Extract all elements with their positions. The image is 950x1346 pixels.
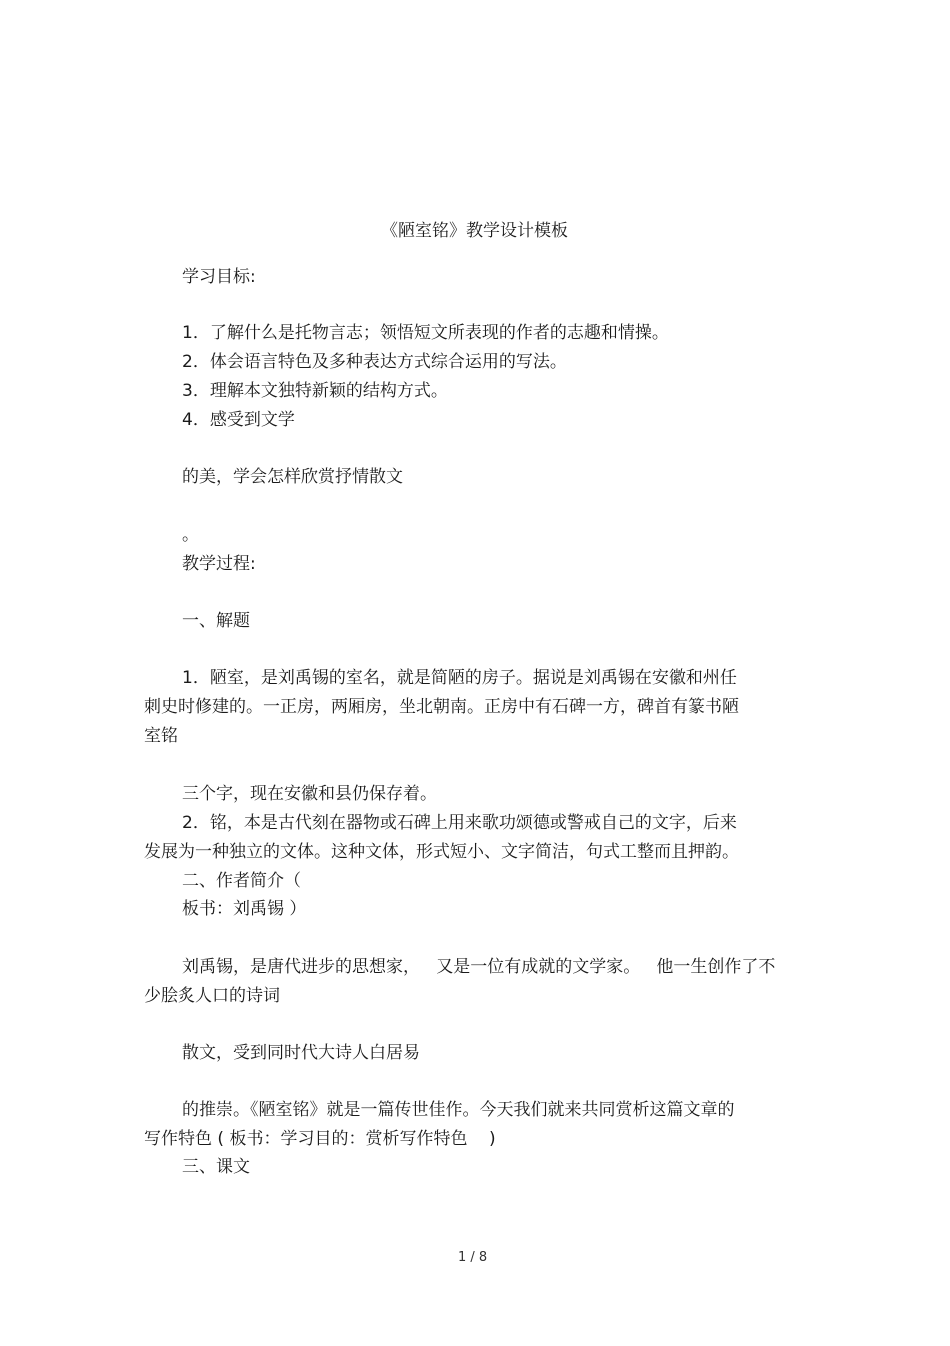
period-mark: 。 <box>182 525 199 545</box>
paragraph-line: 少脍炙人口的诗词 <box>144 986 280 1006</box>
section-heading: 三、课文 <box>182 1157 250 1177</box>
paragraph-line: 2．铭，本是古代刻在器物或石碑上用来歌功颂德或警戒自己的文字，后来 <box>182 813 737 833</box>
document-title: 《陋室铭》教学设计模板 <box>381 221 568 241</box>
objectives-heading: 学习目标: <box>182 267 256 287</box>
board-note: 板书：刘禹锡 ） <box>182 899 307 919</box>
section-heading: 一、解题 <box>182 611 250 631</box>
section-heading: 二、作者简介（ <box>182 871 301 891</box>
objective-item: 1．了解什么是托物言志；领悟短文所表现的作者的志趣和情操。 <box>182 323 669 343</box>
paragraph-line: 刺史时修建的。一正房，两厢房，坐北朝南。正房中有石碑一方，碑首有篆书陋 <box>144 697 739 717</box>
paragraph-line: 刘禹锡，是唐代进步的思想家， 又是一位有成就的文学家。 他一生创作了不 <box>182 957 776 977</box>
paragraph-line: 的推崇。《陋室铭》就是一篇传世佳作。今天我们就来共同赏析这篇文章的 <box>182 1100 735 1120</box>
process-heading: 教学过程: <box>182 554 256 574</box>
objective-item: 4．感受到文学 <box>182 410 295 430</box>
paragraph-line: 发展为一种独立的文体。这种文体，形式短小、文字简洁，句式工整而且押韵。 <box>144 842 739 862</box>
objective-continuation: 的美，学会怎样欣赏抒情散文 <box>182 467 403 487</box>
objective-item: 2．体会语言特色及多种表达方式综合运用的写法。 <box>182 352 567 372</box>
paragraph-line: 三个字，现在安徽和县仍保存着。 <box>182 784 437 804</box>
paragraph-line: 散文，受到同时代大诗人白居易 <box>182 1043 420 1063</box>
paragraph-line: 室铭 <box>144 726 178 746</box>
paragraph-line: 1．陋室，是刘禹锡的室名，就是简陋的房子。据说是刘禹锡在安徽和州任 <box>182 668 737 688</box>
paragraph-line: 写作特色 ( 板书：学习目的：赏析写作特色 ) <box>144 1129 496 1149</box>
page-number: 1 / 8 <box>458 1250 488 1265</box>
objective-item: 3．理解本文独特新颖的结构方式。 <box>182 381 448 401</box>
